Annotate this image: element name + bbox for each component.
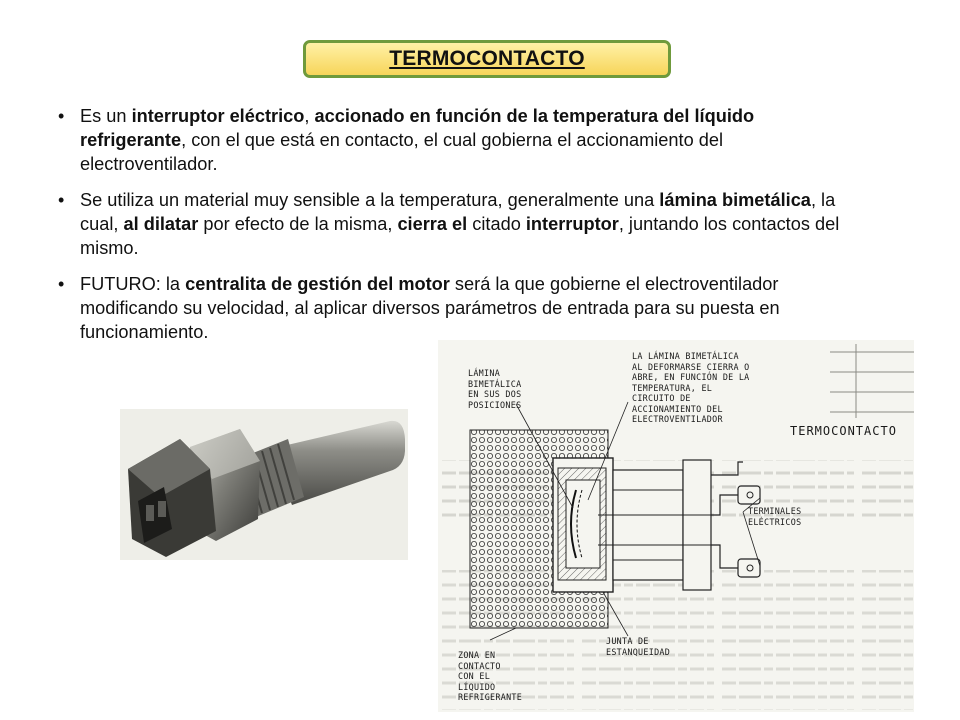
body-text: Se utiliza un material muy sensible a la temperatura, generalmente una [80,190,660,210]
bold-text: lámina bimetálica [659,190,811,210]
label-terminales: TERMINALES ELÉCTRICOS [748,506,802,527]
page-title: TERMOCONTACTO [389,47,585,70]
bold-text: al dilatar [123,214,199,234]
label-deformarse: LA LÁMINA BIMETÁLICA AL DEFORMARSE CIERRA O ABRE, EN FUNCIÓN DE LA TEMPERATURA, EL CIRCUITO DE ACCIONAMIENTO DEL ELECTROVENTILADOR [632,351,750,424]
body-text: , la cual, [80,190,836,234]
body-text: será la que gobierne el electroventilador modificando su velocidad, al aplicar diversos parámetros de entrada para su puesta en funcionamiento. [80,274,780,342]
bold-text: interruptor [525,214,619,234]
diagram-title: TERMOCONTACTO [790,424,897,438]
body-text: , con el que está en contacto, el cual gobierna el accionamiento del electroventilador. [80,130,724,174]
label-lamina: LÁMINA BIMETÁLICA EN SUS DOS POSICIONES [468,368,522,410]
bold-text: interruptor eléctrico [131,106,305,126]
sensor-diagram [438,340,914,712]
body-text: FUTURO: la [80,274,186,294]
body-text: por efecto de la misma, [198,214,398,234]
sensor-photo [120,409,408,560]
bullet-list [58,104,858,356]
body-text: , juntando los contactos del mismo. [80,214,840,258]
title-box [303,40,671,78]
bullet-item [58,104,858,176]
bullet-item [58,272,858,344]
bold-text: cierra el [397,214,468,234]
label-zona: ZONA EN CONTACTO CON EL LÍQUIDO REFRIGERANTE [458,650,523,702]
bullet-item [58,188,858,260]
bold-text: centralita de gestión del motor [185,274,450,294]
bold-text: accionado en función de la temperatura del líquido refrigerante [80,106,755,150]
body-text: , [304,106,315,126]
body-text: citado [467,214,526,234]
body-text: Es un [80,106,132,126]
label-junta: JUNTA DE ESTANQUEIDAD [606,636,671,657]
